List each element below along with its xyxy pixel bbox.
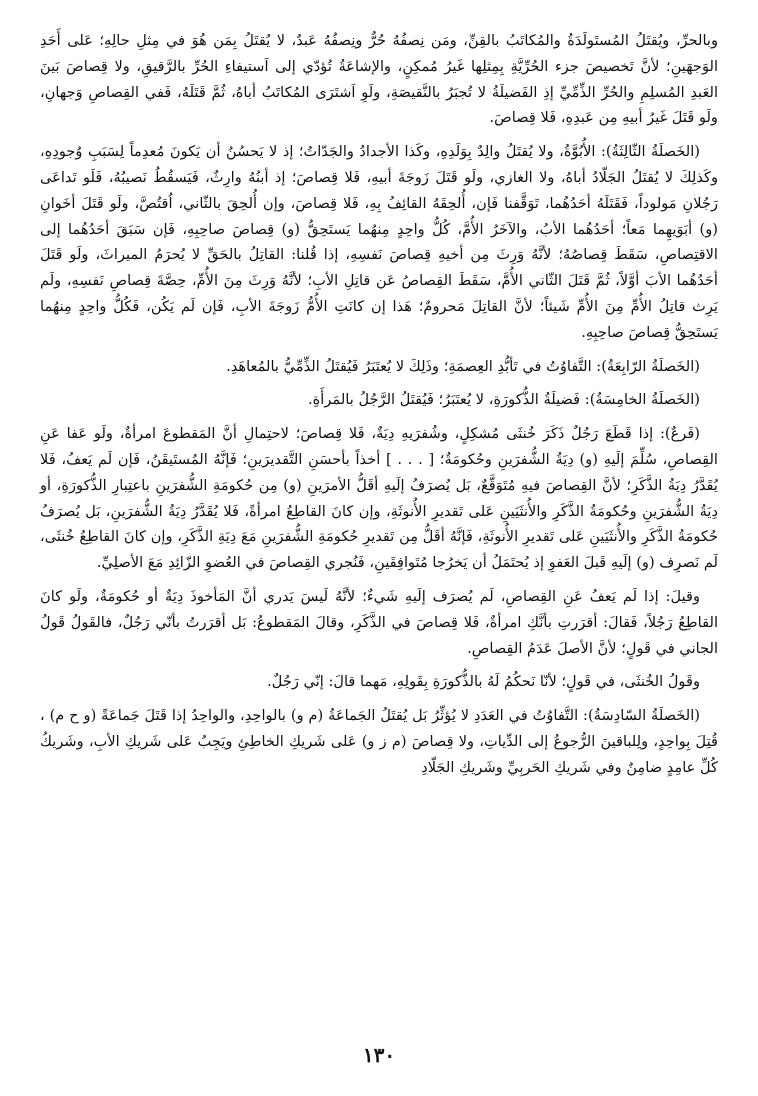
paragraph-khuntha: وقَولُ الخُنثَى، في قَولٍ؛ لأنّا نَحكُمُ لَهُ بالذُّكورَةِ بِقَولِهِ، مَهما قالَ: إنّي رَجُلٌ.	[267, 673, 700, 691]
paragraph-qila: وقيلَ: إذا لَم يَعفُ عَنِ القِصاصِ، لَم يُصرَف إلَيهِ شَيءٌ؛ لأنَّهُ لَيسَ يَدري أنَّ المَأخوذَ دِيَةٌ أو حُكومَةٌ، ولَو كانَ القاطِعُ رَجُلاً، فَقالَ: أقرَرتِ بأنَّكِ امرأةٌ، فَلا قِصاصَ في الذَّكَرِ، وقالَ المَقطوعُ: بَل أقرَرتُ بأنّي رَجُلٌ، فالقَولُ قَولُ الجاني في قَولٍ؛ لأنَّ الأصلَ عَدَمُ القِصاصِ.	[40, 587, 718, 657]
paragraph-sixth-trait: (الخَصلَةُ السّادِسَةُ): التَّفاوُتُ في العَدَدِ لا يُؤثِّرُ بَل يُقتَلُ الجَماعَةُ (م و) بالواحِدِ، والواحِدُ إذا قَتَلَ جَماعَةً (و ح م) ، قُتِلَ بِواحِدٍ، ولِلباقينَ الرُّجوعُ إلى الدِّياتِ، ولا قِصاصَ (م ز و) عَلى شَريكِ الخاطِئِ ويَجِبُ عَلى شَريكِ الأبِ، وشَريكُ كُلِّ عامِدٍ ضامِنٌ وفي شَريكِ الحَربِيِّ وشَريكِ الجَلّادِ	[40, 707, 718, 776]
paragraph-fourth-trait: (الخَصلَةُ الرّابِعَةُ): التَّفاوُتُ في تَأبُّدِ العِصمَةِ؛ وذَلِكَ لا يُعتَبَرُ فَيُقتَلُ الذِّمِّيُّ بالمُعاهَدِ.	[226, 357, 700, 375]
paragraph-1: وبالحرِّ، ويُقتَلُ المُستَولَدَةُ والمُكاتَبُ بالقِنِّ، ومَن نِصفُهُ حُرٌّ ونِصفُهُ عَبدٌ، لا يُقتَلُ بِمَن هُوَ في مِثلِ حالِهِ؛ عَلى أَحَدِ الوَجهَينِ؛ لأنَّ تَخصيصَ جزء الحُرِّيَّةِ بِمِثلِها غَيرُ مُمكِنٍ، والإشاعَةُ تُؤدّي إلى اَستيفاءِ الحُرِّ بالرَّقيقِ، ولا قِصاصَ بَينَ العَبدِ المُسلِمِ والحُرِّ الذِّمِّيِّ إذِ الفَضيلَةُ لا تُجبَرُ بالنَّقيصَةِ، ولَوِ اَشتَرَى المُكاتَبُ أباهُ، ثُمَّ قَتَلَهُ، فَفي القِصاصِ وَجهانِ، ولَو قَتَلَ غَيرُ أبيهِ مِن عَبدِهِ، فَلا قِصاصَ.	[40, 32, 718, 127]
page-number: ١٣٠	[362, 1043, 396, 1067]
paragraph-fifth-trait: (الخَصلَةُ الخامِسَةُ): فَضيلَةُ الذُّكورَةِ، لا يُعتَبَرُ؛ فَيُقتَلُ الرَّجُلُ بالمَرأَةِ.	[308, 391, 700, 409]
paragraph-branch: (فَرعٌ): إذا قَطَعَ رَجُلٌ ذَكَرَ خُنثَى مُشكِلٍ، وشُفرَيهِ دِيَةٌ، فَلا قِصاصَ؛ لاحتِمالِ أنَّ المَقطوعَ امرأةٌ، ولَو عَفا عَنِ القِصاصِ، سُلِّمَ إلَيهِ (و) دِيَةُ الشُّفرَينِ وحُكومَةٌ؛ [ . . . ] أخذاً بأحسَنِ التَّقديرَينِ؛ فَإنَّهُ المُستَيقَنُ، فَإن لَم يَعفُ، فَلا يُقَدَّرُ دِيَةُ الذَّكَرِ؛ لأنَّ القِصاصَ فيهِ مُتَوَقَّعٌ، بَل يُصرَفُ إلَيهِ أقَلُّ الأمرَينِ (و) مِن حُكومَةِ الشُّفرَينِ باعتِبارِ الذُّكورَةِ، أو دِيَةُ الشُّفرَينِ وحُكومَةُ الذَّكَرِ والأُنثَيَينِ عَلى تَقديرِ الأُنوثَةِ، وإن كانَ القاطِعُ امرأةً، فَلا يُقَدَّرُ دِيَةُ الشُّفرَينِ، بَل يُصرَفُ حُكومَةُ الذَّكَرِ والأُنثَيَينِ عَلى تَقديرِ الأُنوثَةِ، فَإنَّهُ أقَلُّ مِن تَقديرِ حُكومَةِ الشُّفرَينِ مَعَ دِيَةِ الذَّكَرِ، وإن كانَ القاطِعُ خُنثَى، لَم نَصرِف (و) إلَيهِ قَبلَ العَفوِ إذ يُحتَمَلُ أن يَخرُجا مُتَوافِقَينِ، فَنُجري القِصاصَ في العُضوِ الزّائِدِ مَعَ الأصلِيِّ.	[40, 425, 718, 572]
paragraph-third-trait: (الخَصلَةُ الثّالِثَةُ): الأُبُوَّةُ، ولا يُقتَلُ والِدٌ بِوَلَدِهِ، وكَذا الأجدادُ والجَدّاتُ؛ إذ لا يَحسُنُ أن يَكونَ مُعدِماً لِسَبَبِ وُجودِهِ، وكَذلِكَ لا يُقتَلُ الجَلّادُ أباهُ، ولا الغازي، ولَو قَتَلَ زَوجَةَ أبيهِ، فَلا قِصاصَ؛ إذ أبنُهُ وارِثٌ، فَيَسقُطُ نَصيبُهُ، فَلَو تَداعَى رَجُلانِ مَولوداً، فَقَتَلَهُ أحَدُهُما، تَوَقَّفنا فَإن، أُلحِقَهُ القائِفُ بِهِ، فَلا قِصاصَ، وإن أُلحِقَ بالثّاني، اُقتُصَّ، ولَو قَتَلَ أخَوانِ (و) أبَوَيهِما مَعاً؛ أحَدُهُما الأبُ، والآخَرُ الأُمَّ، كُلُّ واحِدٍ مِنهُما يَستَحِقُّ (و) قِصاصَ صاحِبِهِ، فَإن سَبَقَ أحَدُهُما إلى الاقتِصاصِ، سَقَطَ قِصاصُهُ؛ لأنَّهُ وَرِثَ مِن أخيهِ قِصاصَ نَفسِهِ، إذا قُلنا: القاتِلُ بالحَقِّ لا يُحرَمُ الميراثَ، ولَو قَتَلَ أحَدُهُما الأبَ أوَّلاً، ثُمَّ قَتَلَ الثّاني الأُمَّ، سَقَطَ القِصاصُ عَن قاتِلِ الأبِ؛ لأنَّهُ وَرِثَ مِنَ الأُمِّ، حِصَّةَ قِصاصِ نَفسِهِ، ولَم يَرِث قاتِلُ الأُمِّ مِنَ الأُمِّ شَيئاً؛ لأنَّ القاتِلَ مَحرومٌ؛ هَذا إن كانَتِ الأُمُّ زَوجَةَ الأبِ، فَإن لَم يَكُن، فَكُلُّ واحِدٍ مِنهُما يَستَحِقُّ قِصاصَ صاحِبِهِ.	[40, 143, 718, 341]
main-text	[40, 28, 718, 781]
